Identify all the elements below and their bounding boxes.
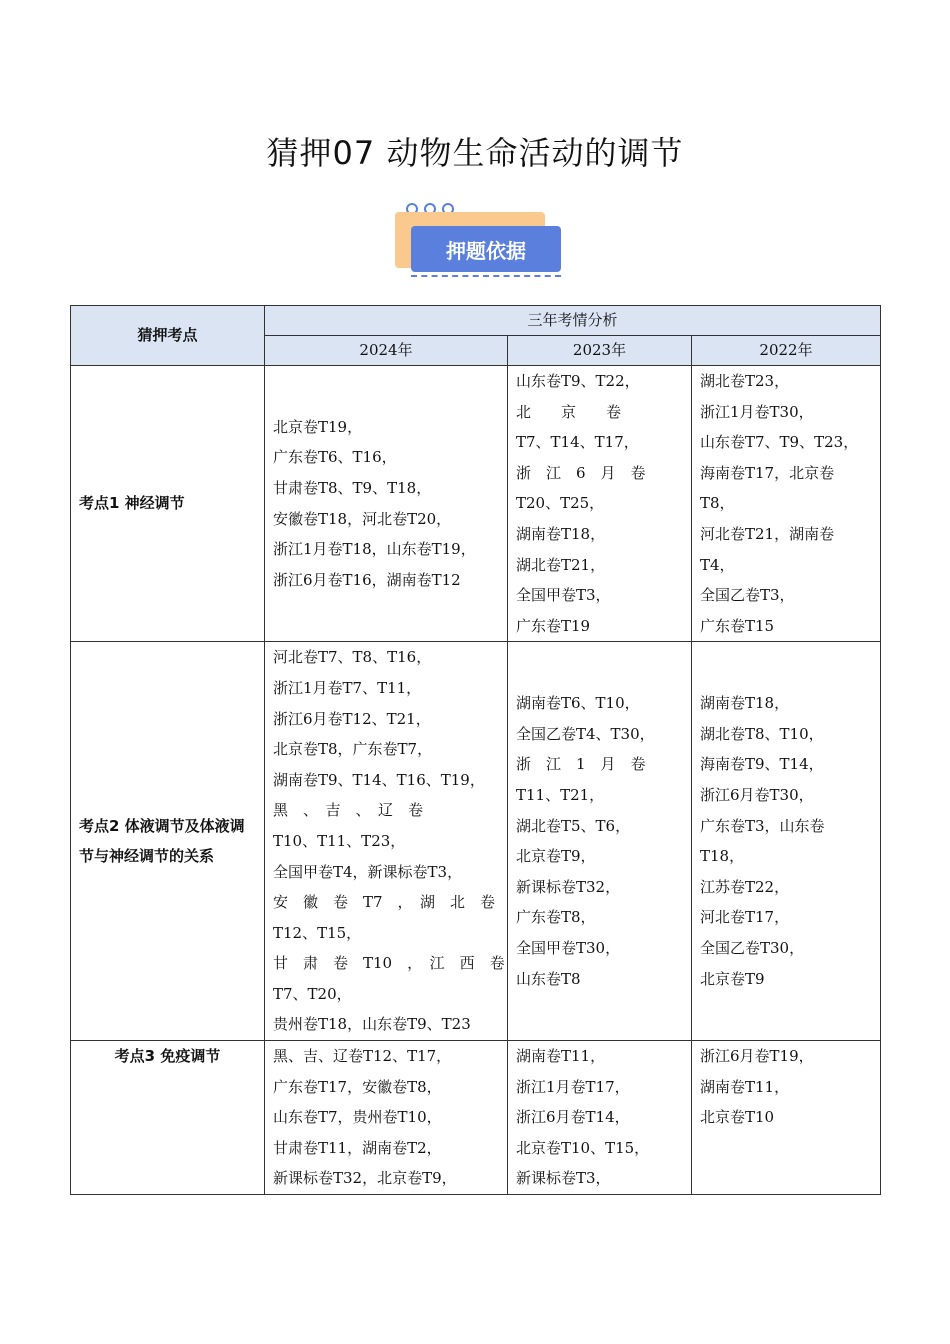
question-line: 山东卷T7，贵州卷T10， (273, 1108, 442, 1127)
table-row (71, 642, 881, 1041)
question-line: 广东卷T15 (700, 616, 775, 635)
question-line: 湖北卷T5、T6， (516, 816, 631, 835)
question-line: 北京卷T19， (273, 417, 363, 436)
question-line: 全国甲卷T4，新课标卷T3， (273, 862, 463, 881)
question-line: 甘肃卷T11，湖南卷T2， (273, 1138, 442, 1157)
question-line: 浙江1月卷T18，山东卷T19， (273, 540, 476, 559)
question-line: 黑 、 吉 、 辽 卷 (273, 801, 424, 820)
question-line: 河北卷T21，湖南卷 (700, 524, 835, 543)
question-line: 湖南卷T18， (700, 694, 790, 713)
section-badge (393, 198, 563, 280)
table-row (71, 366, 881, 642)
question-line: 浙江6月卷T14， (516, 1108, 630, 1127)
question-line: 北京卷T10、T15， (516, 1138, 650, 1157)
question-line: T7、T14、T17， (516, 433, 639, 452)
cell-y2024 (265, 642, 508, 1041)
question-line: 广东卷T3，山东卷 (700, 816, 825, 835)
question-line: 浙江6月卷T19， (700, 1047, 814, 1066)
question-line: 湖北卷T8、T10， (700, 724, 824, 743)
question-line: T12、T15， (273, 923, 362, 942)
question-line: T7、T20， (273, 984, 352, 1003)
question-line: 全国乙卷T3， (700, 586, 795, 605)
question-line: 湖南卷T9、T14、T16、T19， (273, 770, 485, 789)
cell-y2022 (692, 1041, 881, 1195)
cell-y2023 (508, 1041, 692, 1195)
question-line: T4， (700, 555, 735, 574)
question-line: 安 徽 卷 T7 ， 湖 北 卷 (273, 893, 496, 912)
badge-label: 押题依据 (411, 226, 561, 272)
question-line: 全国乙卷T30， (700, 938, 805, 957)
table-row (71, 1041, 881, 1195)
question-line: T20、T25， (516, 494, 605, 513)
question-line: 新课标卷T32，北京卷T9， (273, 1169, 457, 1188)
question-line: 贵州卷T18，山东卷T9、T23 (273, 1015, 471, 1034)
page-title: 猜押07 动物生命活动的调节 (266, 134, 684, 172)
question-line: 北京卷T9， (516, 847, 596, 866)
question-line: 山东卷T8 (516, 969, 581, 988)
question-line: 北京卷T10 (700, 1108, 775, 1127)
question-line: 湖北卷T21， (516, 555, 606, 574)
question-line: 湖南卷T11， (700, 1077, 790, 1096)
question-line: 浙江1月卷T30， (700, 402, 814, 421)
header-year-2024: 2024年 (265, 336, 508, 366)
header-point: 猜押考点 (71, 306, 265, 366)
question-line: 浙江1月卷T7、T11， (273, 678, 422, 697)
header-group: 三年考情分析 (265, 306, 881, 336)
question-line: 浙 江 1 月 卷 (516, 755, 646, 774)
question-line: 海南卷T9、T14， (700, 755, 824, 774)
question-line: 甘肃卷T8、T9、T18， (273, 479, 432, 498)
question-line: T18， (700, 847, 745, 866)
question-line: 湖南卷T6、T10， (516, 694, 640, 713)
cell-y2024 (265, 1041, 508, 1195)
question-line: 广东卷T8， (516, 908, 596, 927)
cell-y2023 (508, 642, 692, 1041)
header-year-2022: 2022年 (692, 336, 881, 366)
question-line: 甘 肃 卷 T10 ， 江 西 卷 (273, 954, 505, 973)
question-line: 新课标卷T3， (516, 1169, 611, 1188)
question-line: 浙江6月卷T16，湖南卷T12 (273, 570, 461, 589)
question-line: 河北卷T17， (700, 908, 790, 927)
question-line: 山东卷T7、T9、T23， (700, 433, 859, 452)
question-line: 湖北卷T23， (700, 372, 790, 390)
badge-underline (411, 275, 561, 277)
question-line: 江苏卷T22， (700, 877, 790, 896)
question-line: 新课标卷T32， (516, 877, 621, 896)
question-line: 全国甲卷T30， (516, 938, 621, 957)
question-line: 浙江1月卷T17， (516, 1077, 630, 1096)
question-line: 河北卷T7、T8、T16， (273, 648, 432, 667)
question-line: T8， (700, 494, 735, 513)
question-line: 浙江6月卷T12、T21， (273, 709, 431, 728)
question-line: 湖南卷T18， (516, 524, 606, 543)
question-line: 北京卷T9 (700, 969, 765, 988)
exam-analysis-table (70, 305, 881, 1195)
question-line: 广东卷T17，安徽卷T8， (273, 1077, 442, 1096)
header-year-2023: 2023年 (508, 336, 692, 366)
question-line: 北 京 卷 (516, 402, 622, 421)
question-line: 黑、吉、辽卷T12、T17， (273, 1047, 452, 1066)
question-line: 全国甲卷T3， (516, 586, 611, 605)
question-line: 海南卷T17，北京卷 (700, 463, 835, 482)
cell-y2022 (692, 366, 881, 642)
exam-point-cell: 考点2 体液调节及体液调节与神经调节的关系 (71, 642, 265, 1041)
cell-y2022 (692, 642, 881, 1041)
exam-point-cell: 考点1 神经调节 (71, 366, 265, 642)
question-line: 广东卷T19 (516, 616, 591, 635)
question-line: 湖南卷T11， (516, 1047, 606, 1066)
question-line: 浙 江 6 月 卷 (516, 463, 646, 482)
question-line: 山东卷T9、T22， (516, 372, 640, 390)
question-line: T10、T11、T23， (273, 831, 406, 850)
question-line: T11、T21， (516, 786, 605, 805)
question-line: 安徽卷T18，河北卷T20， (273, 509, 452, 528)
question-line: 全国乙卷T4、T30， (516, 724, 655, 743)
question-line: 广东卷T6、T16， (273, 448, 397, 467)
exam-point-cell: 考点3 免疫调节 (71, 1041, 265, 1195)
cell-y2024 (265, 366, 508, 642)
cell-y2023 (508, 366, 692, 642)
question-line: 浙江6月卷T30， (700, 786, 814, 805)
question-line: 北京卷T8，广东卷T7， (273, 740, 433, 759)
